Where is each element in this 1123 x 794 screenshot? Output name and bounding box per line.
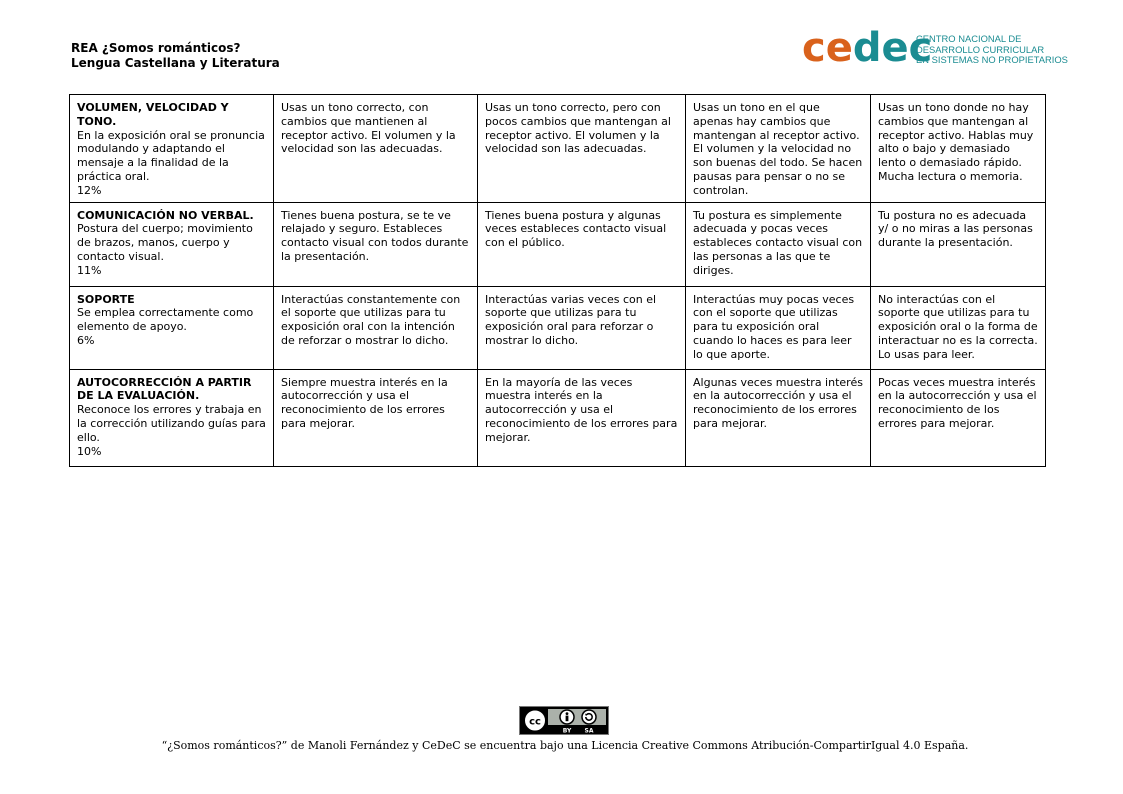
criterion-weight: 6% <box>77 333 95 347</box>
criterion-description: Postura del cuerpo; movimiento de brazos, manos, cuerpo y contacto visual. <box>77 222 253 263</box>
level-cell: Pocas veces muestra interés en la autocorrección y usa el reconocimiento de los errores para mejorar. <box>871 369 1046 466</box>
cc-license-badge[interactable] <box>519 706 609 735</box>
cc-license-badge-graphic <box>520 707 608 734</box>
level-cell: En la mayoría de las veces muestra interés en la autocorrección y usa el reconocimiento de los errores para mejorar. <box>478 369 686 466</box>
criterion-title: COMUNICACIÓN NO VERBAL. <box>77 208 254 222</box>
cedec-logo-word: cedec <box>802 25 933 71</box>
criterion-description: Se emplea correctamente como elemento de apoyo. <box>77 306 254 334</box>
sa-icon <box>582 710 596 724</box>
criterion-title: VOLUMEN, VELOCIDAD Y TONO. <box>77 101 229 128</box>
badge-sa-label: SA <box>584 727 594 734</box>
level-cell: Tu postura no es adecuada y/ o no miras a las personas durante la presentación. <box>871 202 1046 286</box>
cedec-logo-subtitle: CENTRO NACIONAL DE DESARROLLO CURRICULAR EN SISTEMAS NO PROPIETARIOS <box>916 33 1068 65</box>
badge-by-label: BY <box>562 727 572 734</box>
level-cell: Interactúas muy pocas veces con el soporte que utilizas para tu exposición oral cuando lo haces es para leer lo que aporte. <box>686 286 871 369</box>
level-cell: Interactúas varias veces con el soporte que utilizas para tu exposición oral para reforzar o mostrar lo dicho. <box>478 286 686 369</box>
level-cell: Usas un tono en el que apenas hay cambios que mantengan al receptor activo. El volumen y la velocidad no son buenas del todo. Se hacen pausas para pensar o no se controlan. <box>686 95 871 203</box>
level-cell: Interactúas constantemente con el soporte que utilizas para tu exposición oral con la intención de reforzar o mostrar lo dicho. <box>274 286 478 369</box>
level-cell: Tu postura es simplemente adecuada y pocas veces estableces contacto visual con las personas a las que te diriges. <box>686 202 871 286</box>
license-text: “¿Somos románticos?” de Manoli Fernández y CeDeC se encuentra bajo una Licencia Creative Commons Atribución-CompartirIgual 4.0 España. <box>161 739 969 752</box>
svg-text:cc: cc <box>529 716 541 728</box>
criterion-weight: 10% <box>77 444 102 458</box>
level-cell: Algunas veces muestra interés en la autocorrección y usa el reconocimiento de los errores para mejorar. <box>686 369 871 466</box>
document-header <box>71 41 280 71</box>
rubric-row-volumen <box>70 95 1046 203</box>
rubric-row-soporte <box>70 286 1046 369</box>
level-cell: Usas un tono correcto, con cambios que mantienen al receptor activo. El volumen y la velocidad son las adecuadas. <box>274 95 478 203</box>
criterion-cell <box>70 286 274 369</box>
document-title: REA ¿Somos románticos? <box>71 41 241 55</box>
cc-icon <box>524 710 546 732</box>
criterion-weight: 11% <box>77 263 102 277</box>
by-icon <box>560 710 574 724</box>
criterion-cell <box>70 95 274 203</box>
criterion-cell <box>70 369 274 466</box>
criterion-description: Reconoce los errores y trabaja en la corrección utilizando guías para ello. <box>77 403 266 444</box>
level-cell: No interactúas con el soporte que utilizas para tu exposición oral o la forma de interactuar no es la correcta. Lo usas para leer. <box>871 286 1046 369</box>
cedec-logo <box>802 25 1068 71</box>
level-cell: Tienes buena postura, se te ve relajado y seguro. Estableces contacto visual con todos durante la presentación. <box>274 202 478 286</box>
rubric-row-comunicacion <box>70 202 1046 286</box>
criterion-description: En la exposición oral se pronuncia modulando y adaptando el mensaje a la finalidad de la práctica oral. <box>77 128 265 183</box>
level-cell: Usas un tono correcto, pero con pocos cambios que mantengan al receptor activo. El volumen y la velocidad son las adecuadas. <box>478 95 686 203</box>
criterion-title: AUTOCORRECCIÓN A PARTIR DE LA EVALUACIÓN. <box>77 375 252 403</box>
level-cell: Siempre muestra interés en la autocorrección y usa el reconocimiento de los errores para mejorar. <box>274 369 478 466</box>
level-cell: Tienes buena postura y algunas veces estableces contacto visual con el público. <box>478 202 686 286</box>
document-subject: Lengua Castellana y Literatura <box>71 56 280 70</box>
rubric-table <box>69 94 1046 467</box>
level-cell: Usas un tono donde no hay cambios que mantengan al receptor activo. Hablas muy alto o bajo y demasiado lento o demasiado rápido. Mucha lectura o memoria. <box>871 95 1046 203</box>
criterion-title: SOPORTE <box>77 292 135 306</box>
criterion-weight: 12% <box>77 183 102 197</box>
rubric-row-autocorreccion <box>70 369 1046 466</box>
criterion-cell <box>70 202 274 286</box>
